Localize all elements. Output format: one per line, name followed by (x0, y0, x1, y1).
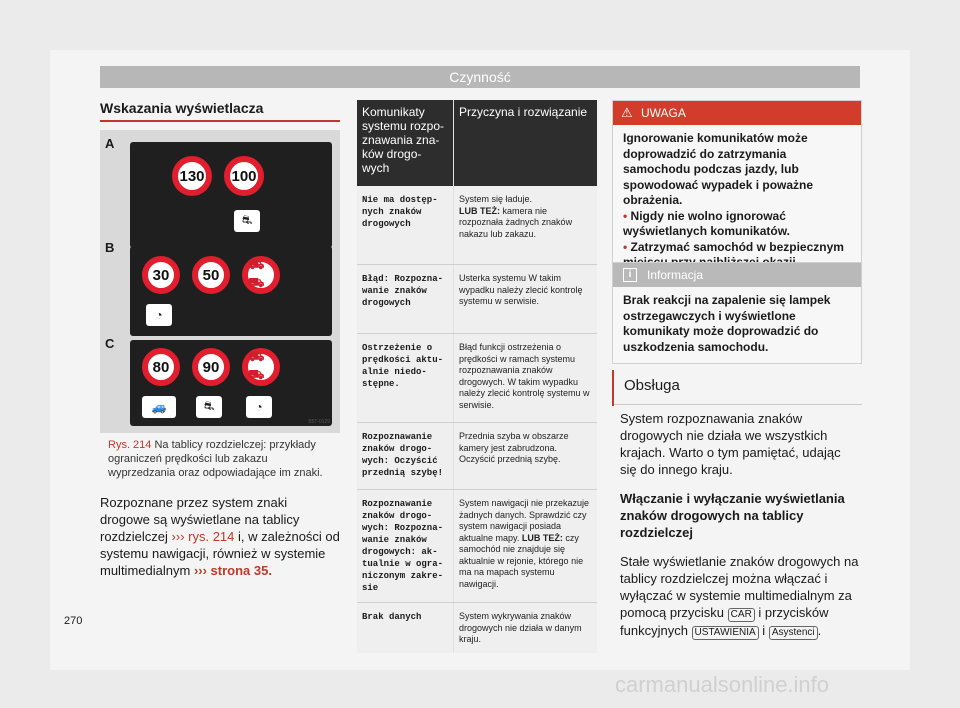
table-header (357, 100, 597, 186)
body-text-2: i, w zależności od systemu nawigacji, również w systemie multimedialnym (100, 529, 340, 578)
info-box (612, 262, 862, 364)
caption-ref: Rys. 214 (108, 439, 152, 451)
slippery-road-icon: ⛐ (196, 396, 222, 418)
obsluga-divider (614, 404, 862, 405)
row-message: Rozpoznawanie znaków drogo-wych: Oczyścić przednią szybę! (362, 432, 444, 478)
speed-sign-50: 50 (192, 256, 230, 294)
warning-triangle-icon: ⚠ (621, 105, 633, 120)
ustawienia-key: USTAWIENIA (692, 626, 759, 640)
row-message: Brak danych (362, 612, 422, 622)
panel-label-c: C (105, 336, 115, 351)
clock-icon: ◔ (246, 396, 272, 418)
cause-label: LUB TEŻ: (459, 205, 500, 216)
obsluga-title: Obsługa (624, 377, 680, 394)
row-message: Błąd: Rozpozna-wanie znaków drogowych (362, 274, 444, 308)
slippery-road-icon: ⛐ (234, 210, 260, 232)
row-message: Nie ma dostęp-nych znaków drogowych (362, 195, 438, 229)
display-panel-a (130, 142, 332, 248)
row-cause: Błąd funkcji ostrzeżenia o prędkości w ramach systemu rozpoznawania znaków drogowych. W takim wypadku należy zlecić kontrolę systemu w serwisie. (453, 334, 597, 422)
speed-sign-130: 130 (172, 156, 212, 196)
header-messages: Komunikaty systemu rozpo-znawania zna-ków drogo-wych (362, 105, 445, 175)
table-row (357, 603, 597, 653)
left-body-paragraph (100, 494, 340, 579)
chapter-header: Czynność (100, 66, 860, 88)
obsluga-paragraph-1: System rozpoznawania znaków drogowych nie działa we wszystkich krajach. Warto o tym pamiętać, udając się do innego kraju. (620, 411, 841, 477)
warning-body (613, 125, 861, 279)
warning-box (612, 100, 862, 280)
warning-title: UWAGA (641, 106, 686, 120)
speed-sign-100: 100 (224, 156, 264, 196)
cause-text-2: kamera nie rozpoznała żadnych znaków nakazu lub zakazu. (459, 205, 573, 239)
row-cause (453, 186, 597, 264)
cause-text-2: czy samochód nie znajduje się aktualnie w rejonie, którego nie ma na mapach systemu nawigacji. (459, 532, 584, 589)
caption-text: Na tablicy rozdzielczej: przykłady ograniczeń prędkości lub zakazu wyprzedzania oraz odpowiadające im znaki. (108, 439, 323, 479)
figure-link[interactable]: ››› rys. 214 (171, 529, 235, 544)
watermark-text: carmanualsonline.info (615, 672, 830, 697)
obsluga-heading-block (612, 370, 862, 406)
speed-sign-80: 80 (142, 348, 180, 386)
display-panel-c (130, 340, 332, 426)
warning-header (613, 101, 861, 125)
paragraph-text: Stałe wyświetlanie znaków drogowych na tablicy rozdzielczej można włączać i wyłączać w systemie multimedialnym za pomocą przycisku (620, 554, 859, 620)
section-title: Wskazania wyświetlacza (100, 100, 264, 116)
cause-text: System nawigacji nie przekazuje żadnych danych. Sprawdzić czy system nawigacji posiada aktualne mapy. (459, 498, 590, 543)
bullet-text: Nigdy nie wolno ignorować wyświetlanych komunikatów. (623, 208, 790, 238)
table-row (357, 186, 597, 265)
warning-bullet: • Zatrzymać samochód w bezpiecznym (623, 240, 851, 271)
info-body: Brak reakcji na zapalenie się lampek ostrzegawczych i wyświetlone komunikaty może doprowadzić do uszkodzenia samochodu. (623, 293, 831, 354)
row-cause (453, 490, 597, 602)
speed-sign-30: 30 (142, 256, 180, 294)
asystenci-key: Asystenci (769, 626, 818, 640)
info-icon: i (623, 268, 637, 282)
warning-bullet: • Nigdy nie wolno ignorować wyświetlanych komunikatów. (623, 208, 790, 238)
speed-sign-90: 90 (192, 348, 230, 386)
info-header (613, 263, 861, 287)
display-panel-b (130, 246, 332, 336)
conjunction: i (762, 623, 766, 638)
row-message: Ostrzeżenie o prędkości aktu-alnie niedo-stępne. (362, 343, 444, 389)
panel-label-b: B (105, 240, 115, 255)
bullet-text: Zatrzymać samochód w bezpiecznym (630, 239, 844, 254)
cause-label: LUB TEŻ: (521, 532, 563, 543)
trailer-icon: 🚙 (142, 396, 176, 418)
obsluga-paragraph-2 (620, 553, 860, 640)
table-row (357, 423, 597, 490)
panel-label-a: A (105, 136, 115, 151)
figure-caption (108, 438, 333, 480)
page-number: 270 (64, 615, 83, 627)
figure-code: B5T-0129 (308, 419, 330, 425)
obsluga-subheading: Włączanie i wyłączanie wyświetlania znaków drogowych na tablicy rozdzielczej (620, 491, 845, 540)
no-overtaking-sign-icon: ⛟⛟ (242, 256, 280, 294)
page-link[interactable]: ››› strona 35. (193, 563, 272, 578)
section-divider (100, 120, 340, 122)
table-row (357, 334, 597, 423)
messages-table (357, 100, 597, 653)
clock-icon: ◔ (146, 304, 172, 326)
header-cause: Przyczyna i rozwiązanie (453, 100, 597, 186)
car-key-icon: CAR (728, 608, 755, 622)
body-text-1: Rozpoznane przez system znaki drogowe są wyświetlane na tablicy rozdzielczej (100, 495, 300, 544)
row-cause: Przednia szyba w obszarze kamery jest zabrudzona. Oczyścić przednią szybę. (453, 423, 597, 489)
row-cause: Usterka systemu W takim wypadku należy zlecić kontrolę systemu w serwisie. (453, 265, 597, 333)
table-row (357, 490, 597, 603)
no-overtaking-sign-icon: ⛟⛟ (242, 348, 280, 386)
paragraph-text-2: i przycisków funkcyjnych (620, 605, 829, 638)
info-title: Informacja (647, 268, 704, 282)
table-row (357, 265, 597, 334)
cause-text: System się ładuje. (459, 194, 533, 204)
period: . (817, 623, 822, 638)
row-cause: System wykrywania znaków drogowych nie działa w danym kraju. (453, 603, 597, 653)
obsluga-content (620, 410, 860, 652)
row-message: Rozpoznawanie znaków drogo-wych: Rozpozna-wanie znaków drogowych: ak-tualnie w ogra-niczonym zakre-sie (362, 499, 444, 593)
warning-lead: Ignorowanie komunikatów może doprowadzić do zatrzymania samochodu podczas jazdy, lub spowodować wypadek i poważne obrażenia. (623, 131, 814, 207)
figure-214 (100, 130, 340, 479)
